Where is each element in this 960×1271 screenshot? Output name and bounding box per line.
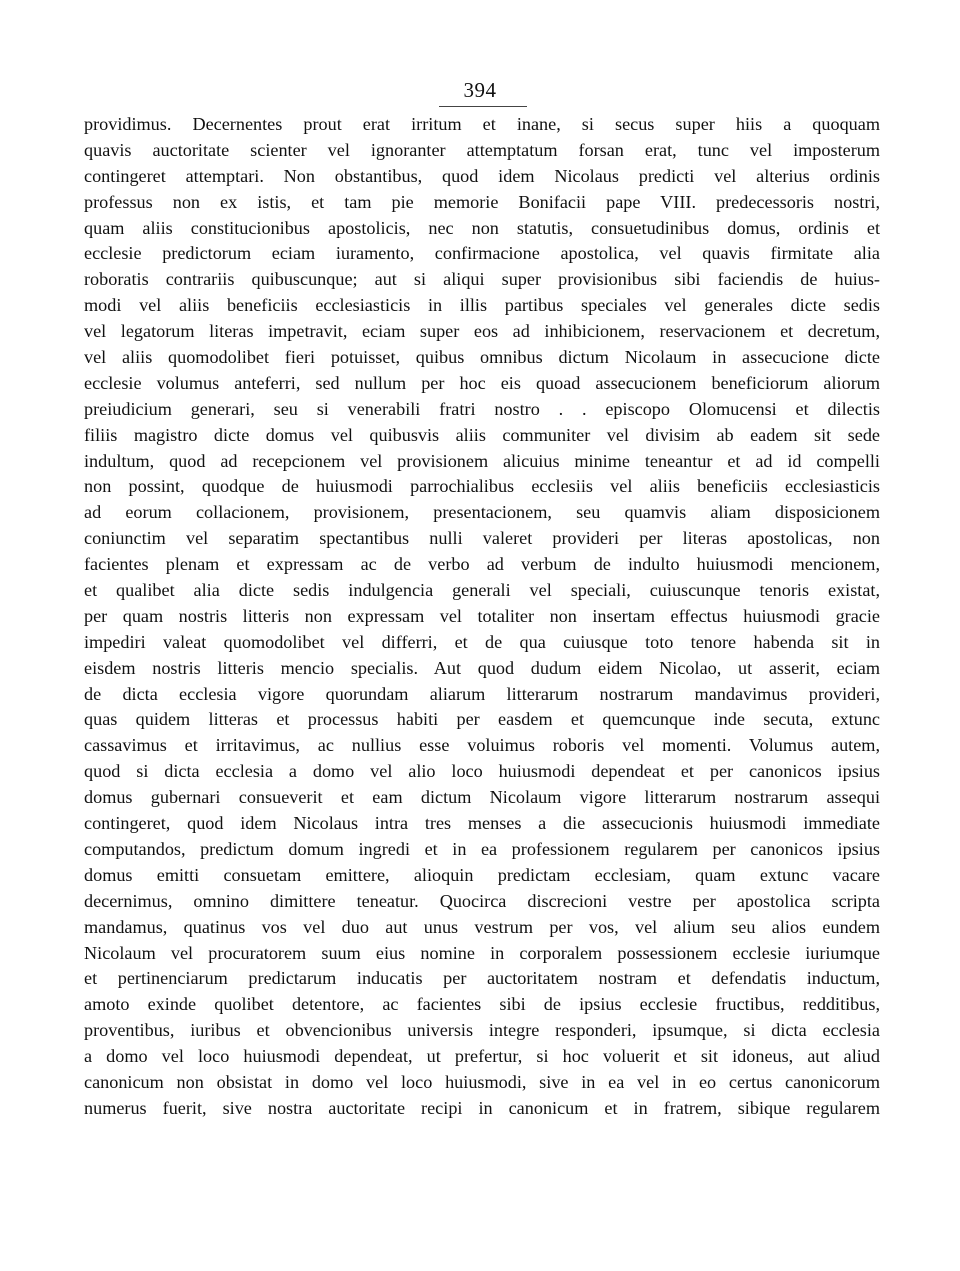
- text-line: indultum, quod ad recepcionem vel provisionem alicuius minime teneantur et ad id compelli: [84, 450, 880, 471]
- body-text: [84, 112, 880, 1122]
- text-line: ad eorum collacionem, provisionem, presentacionem, seu quamvis aliam disposicionem: [84, 502, 880, 523]
- text-line: quas quidem litteras et processus habiti per easdem et quemcunque inde secuta, extunc: [84, 709, 880, 730]
- text-line: computandos, predictum domum ingredi et in ea professionem regularem per canonicos ipsius: [84, 838, 880, 859]
- text-line: roboratis contrariis quibuscunque; aut si aliqui super provisionibus sibi faciendis de huius-: [84, 269, 880, 290]
- text-line: modi vel aliis beneficiis ecclesiasticis in illis partibus speciales vel generales dicte sedis: [84, 295, 880, 316]
- text-line: providimus. Decernentes prout erat irritum et inane, si secus super hiis a quoquam: [84, 114, 880, 134]
- text-line: vel aliis quomodolibet fieri potuisset, quibus omnibus dictum Nicolaum in assecucione dicte: [84, 347, 880, 368]
- text-line: et qualibet alia dicte sedis indulgencia generali vel speciali, cuiuscunque tenoris existat,: [84, 580, 880, 601]
- text-line: professus non ex istis, et tam pie memorie Bonifacii pape VIII. predecessoris nostri,: [84, 191, 880, 212]
- text-line: preiudicium generari, seu si venerabili fratri nostro . . episcopo Olomucensi et dilectis: [84, 398, 880, 419]
- text-line: impediri valeat quomodolibet vel differri, et de qua cuiusque toto tenore habenda sit in: [84, 631, 880, 652]
- text-line: quod si dicta ecclesia a domo vel alio loco huiusmodi dependeat et per canonicos ipsius: [84, 761, 880, 782]
- text-line: quavis auctoritate scienter vel ignoranter attemptatum forsan erat, tunc vel imposterum: [84, 139, 880, 160]
- text-line: amoto exinde quolibet detentore, ac facientes sibi de ipsius ecclesie fructibus, redditibus,: [84, 994, 880, 1015]
- text-line: ecclesie predictorum eciam iuramento, confirmacione apostolica, vel quavis firmitate alia: [84, 243, 880, 264]
- text-line: decernimus, omnino dimittere teneatur. Quocirca discrecioni vestre per apostolica scripta: [84, 890, 880, 911]
- text-line: a domo vel loco huiusmodi dependeat, ut prefertur, si hoc voluerit et sit idoneus, aut aliud: [84, 1046, 880, 1067]
- text-line: domus gubernari consueverit et eam dictum Nicolaum vigore litterarum nostrarum assequi: [84, 787, 880, 808]
- text-line: vel legatorum literas impetravit, eciam super eos ad inhibicionem, reservacionem et decretum,: [84, 321, 880, 342]
- text-line: cassavimus et irritavimus, ac nullius esse voluimus roboris vel momenti. Volumus autem,: [84, 735, 880, 756]
- text-line: numerus fuerit, sive nostra auctoritate recipi in canonicum et in fratrem, sibique regularem: [84, 1097, 880, 1118]
- text-line: quam aliis constitucionibus apostolicis, nec non statutis, consuetudinibus domus, ordinis et: [84, 217, 880, 238]
- text-line: non possint, quodque de huiusmodi parrochialibus ecclesiis vel aliis beneficiis ecclesiasticis: [84, 476, 880, 497]
- text-line: de dicta ecclesia vigore quorundam aliarum litterarum nostrarum mandavimus provideri,: [84, 683, 880, 704]
- text-line: contingeret, quod idem Nicolaus intra tres menses a die assecucionis huiusmodi immediate: [84, 813, 880, 834]
- text-line: et pertinenciarum predictarum inducatis per auctoritatem nostram et defendatis inductum,: [84, 968, 880, 989]
- header-rule: [439, 106, 527, 107]
- text-line: per quam nostris litteris non expressam vel totaliter non insertam effectus huiusmodi gracie: [84, 605, 880, 626]
- text-line: domus emitti consuetam emittere, alioquin predictam ecclesiam, quam extunc vacare: [84, 864, 880, 885]
- text-line: Nicolaum vel procuratorem suum eius nomine in corporalem possessionem ecclesie iuriumque: [84, 942, 880, 963]
- text-line: facientes plenam et expressam ac de verbo ad verbum de indulto huiusmodi mencionem,: [84, 554, 880, 575]
- text-line: proventibus, iuribus et obvencionibus universis integre responderi, ipsumque, si dicta ecclesia: [84, 1020, 880, 1041]
- text-line: coniunctim vel separatim spectantibus nulli valeret provideri per literas apostolicas, non: [84, 528, 880, 549]
- text-line: filiis magistro dicte domus vel quibusvis aliis communiter vel divisim ab eadem sit sede: [84, 424, 880, 445]
- text-line: canonicum non obsistat in domo vel loco huiusmodi, sive in ea vel in eo certus canonicorum: [84, 1071, 880, 1092]
- page-number: 394: [463, 78, 497, 102]
- text-line: ecclesie volumus anteferri, sed nullum per hoc eis quoad assecucionem beneficiorum aliorum: [84, 372, 880, 393]
- text-line: eisdem nostris litteris mencio specialis. Aut quod dudum eidem Nicolao, ut asserit, eciam: [84, 657, 880, 678]
- text-line: mandamus, quatinus vos vel duo aut unus vestrum per vos, vel alium seu alios eundem: [84, 916, 880, 937]
- text-line: contingeret attemptari. Non obstantibus, quod idem Nicolaus predicti vel alterius ordinis: [84, 165, 880, 186]
